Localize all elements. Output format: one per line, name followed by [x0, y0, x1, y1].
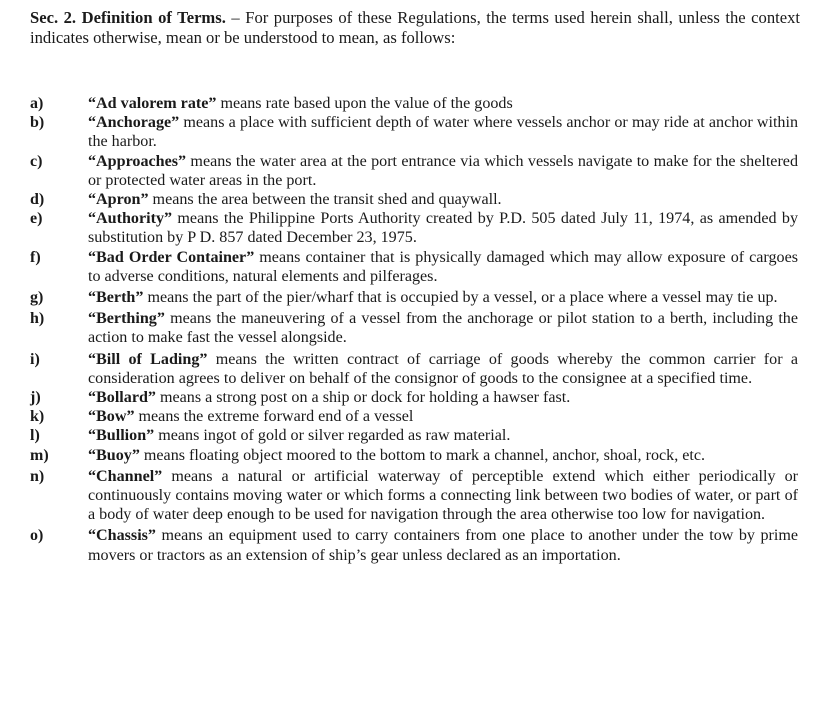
definitions-list: [0, 94, 828, 565]
definition-label: n): [30, 467, 45, 485]
definition-term: “Ad valorem rate”: [88, 95, 217, 112]
definition-text: means a strong post on a ship or dock for holding a hawser fast.: [155, 389, 571, 407]
definition-item: [0, 526, 798, 564]
heading-dash: –: [225, 8, 246, 27]
definition-text: means a natural or artificial waterway of perceptible extend which either periodically or continuously contains moving water or which forms a connecting link between two bodies of water, or part of a body of water deep enough to be used for navigation through the area otherwise too low for navigation.: [88, 467, 798, 524]
definition-term: “Berth”: [88, 289, 144, 307]
definition-label: l): [30, 427, 40, 445]
section-heading: Sec. 2. Definition of Terms.: [30, 8, 226, 27]
intro-text: For purposes of these Regulations, the terms used herein shall, unless the context indicates otherwise, mean or be understood to mean, as follows:: [30, 8, 801, 47]
definition-item: [0, 248, 798, 286]
definition-text: means the area between the transit shed and quaywall.: [148, 191, 502, 209]
definition-label: b): [30, 114, 45, 132]
definition-item: [0, 309, 798, 347]
definition-item: [0, 94, 798, 113]
section-intro: [30, 8, 800, 48]
definition-term: “Buoy”: [88, 446, 140, 464]
definition-label: a): [30, 95, 44, 112]
definition-term: “Chassis”: [88, 527, 156, 545]
definition-item: [0, 152, 798, 190]
definition-label: o): [30, 527, 44, 545]
definition-item: [0, 288, 798, 307]
definition-term: “Berthing”: [88, 310, 165, 328]
definition-term: “Authority”: [88, 210, 173, 228]
definition-label: d): [30, 191, 45, 209]
definition-item: [0, 407, 798, 426]
definition-label: g): [30, 289, 44, 307]
definition-text: means the maneuvering of a vessel from the anchorage or pilot station to a berth, including the action to make fast the vessel alongside.: [88, 310, 798, 347]
definition-text: means ingot of gold or silver regarded as raw material.: [154, 427, 511, 445]
definition-label: f): [30, 248, 41, 266]
definition-item: [0, 209, 798, 247]
definition-term: “Bullion”: [88, 427, 155, 445]
definition-text: means the extreme forward end of a vessel: [134, 408, 414, 426]
definition-label: k): [30, 408, 45, 426]
definition-term: “Bad Order Container”: [88, 248, 255, 266]
definition-label: i): [30, 350, 40, 368]
definition-item: [0, 446, 798, 465]
definition-text: means a place with sufficient depth of water where vessels anchor or may ride at anchor within the harbor.: [88, 114, 798, 151]
definition-item: [0, 190, 798, 209]
definition-item: [0, 388, 798, 407]
definition-item: [0, 426, 798, 445]
definition-label: j): [30, 389, 41, 407]
definition-term: “Anchorage”: [88, 114, 180, 132]
definition-term: “Channel”: [88, 467, 163, 485]
definition-item: [0, 350, 798, 388]
definition-text: means floating object moored to the bottom to mark a channel, anchor, shoal, rock, etc.: [139, 446, 706, 464]
definition-term: “Apron”: [88, 191, 149, 209]
definition-text: means rate based upon the value of the goods: [216, 95, 513, 112]
definition-text: means the water area at the port entrance via which vessels navigate to make for the sheltered or protected water areas in the port.: [88, 152, 798, 189]
definition-label: c): [30, 152, 43, 170]
definition-text: means container that is physically damaged which may allow exposure of cargoes to adverse conditions, natural elements and pilferages.: [88, 248, 798, 285]
definition-term: “Bollard”: [88, 389, 156, 407]
definition-label: m): [30, 446, 49, 464]
definition-term: “Bill of Lading”: [88, 350, 208, 368]
definition-text: means the Philippine Ports Authority created by P.D. 505 dated July 11, 1974, as amended by substitution by P D. 857 dated December 23, 1975.: [88, 210, 798, 247]
definition-text: means the written contract of carriage of goods whereby the common carrier for a consideration agrees to deliver on behalf of the consignor of goods to the consignee at a specified time.: [88, 350, 798, 387]
definition-term: “Approaches”: [88, 152, 187, 170]
definition-text: means the part of the pier/wharf that is occupied by a vessel, or a place where a vessel may tie up.: [143, 289, 778, 307]
definition-term: “Bow”: [88, 408, 135, 426]
definition-item: [0, 113, 798, 151]
definition-text: means an equipment used to carry containers from one place to another under the tow by prime movers or tractors as an extension of ship’s gear unless declared as an importation.: [88, 527, 798, 564]
definition-label: h): [30, 310, 45, 328]
definition-label: e): [30, 210, 43, 228]
definition-item: [0, 467, 798, 525]
